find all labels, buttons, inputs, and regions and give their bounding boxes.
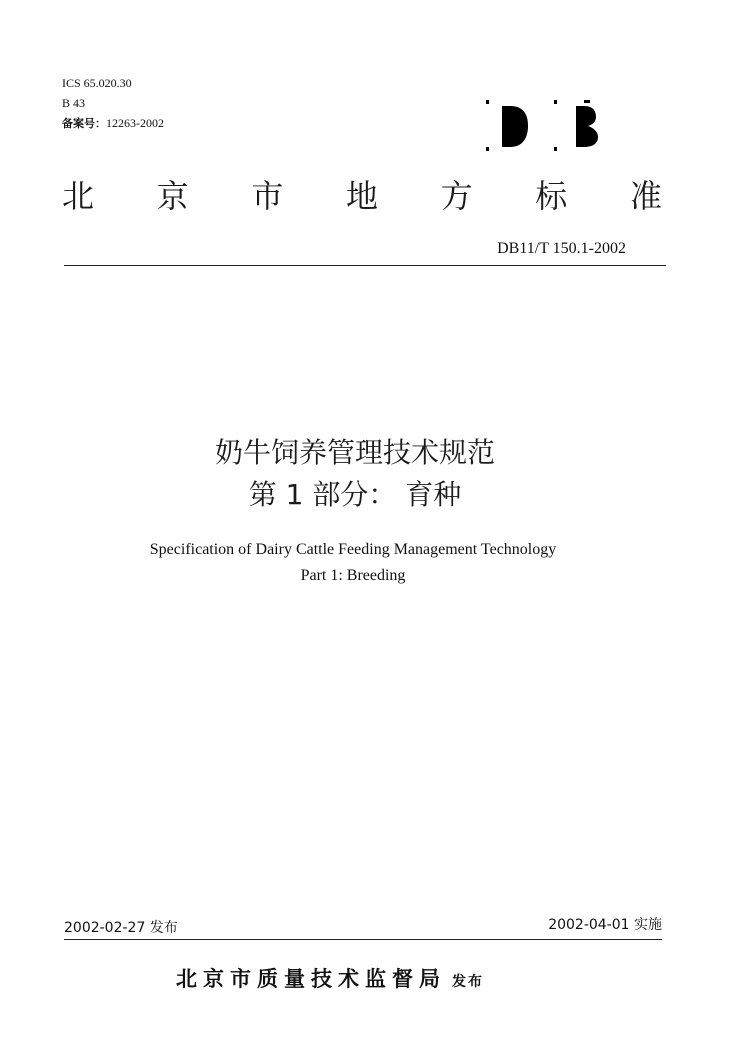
publisher-name: 北京市质量技术监督局 bbox=[176, 967, 446, 991]
standard-number: DB11/T 150.1-2002 bbox=[497, 240, 626, 257]
publisher bbox=[176, 964, 484, 997]
record-number bbox=[62, 116, 164, 131]
top-divider bbox=[64, 265, 666, 266]
standard-type-char: 市 bbox=[251, 177, 284, 215]
standard-type-char: 标 bbox=[535, 177, 568, 215]
title-english-line1: Specification of Dairy Cattle Feeding Management Technology bbox=[149, 541, 557, 558]
record-number-label: 备案号： bbox=[62, 117, 106, 130]
ics-code: ICS 65.020.30 bbox=[62, 76, 132, 90]
standard-type-char: 方 bbox=[440, 177, 473, 215]
title-english-line2: Part 1: Breeding bbox=[300, 567, 406, 584]
standard-type-heading bbox=[62, 174, 662, 218]
bottom-divider bbox=[64, 939, 662, 940]
title-chinese-line1: 奶牛饲养管理技术规范 bbox=[214, 436, 495, 469]
title-chinese-line2: 第 1 部分： 育种 bbox=[248, 478, 462, 511]
standard-type-char: 准 bbox=[629, 177, 662, 215]
standard-type-char: 地 bbox=[345, 177, 378, 215]
category-code: B 43 bbox=[62, 96, 86, 110]
issue-date: 2002-02-27 发布 bbox=[64, 920, 178, 936]
db-logo bbox=[484, 98, 604, 156]
standard-type-char: 京 bbox=[156, 177, 189, 215]
standard-type-char: 北 bbox=[62, 177, 95, 215]
implementation-date: 2002-04-01 实施 bbox=[548, 917, 662, 933]
publisher-suffix: 发布 bbox=[452, 974, 484, 990]
record-number-value: 12263-2002 bbox=[106, 116, 164, 130]
